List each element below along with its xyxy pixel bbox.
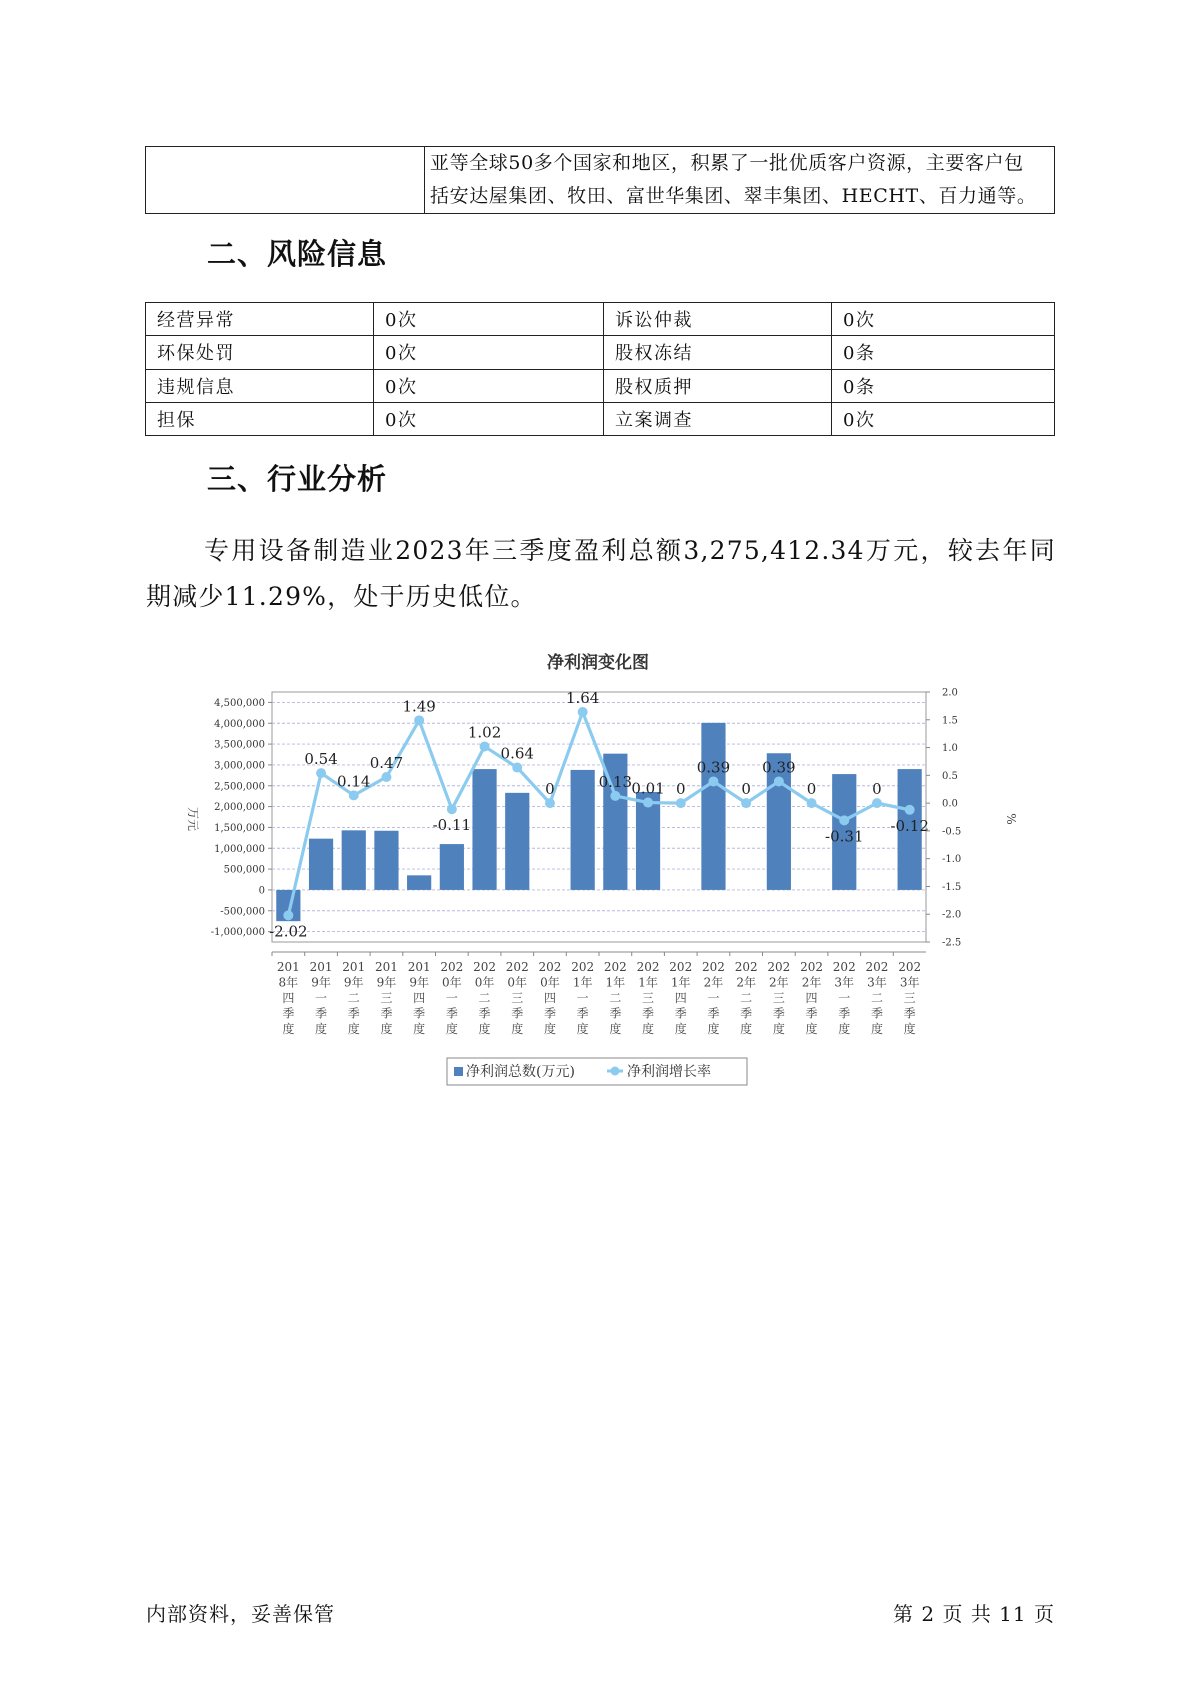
growth-rate-point bbox=[807, 798, 817, 808]
risk-value: 0次 bbox=[374, 303, 604, 336]
y-left-tick-label: 1,000,000 bbox=[214, 843, 265, 855]
y-right-tick-label: 2.0 bbox=[942, 687, 958, 699]
growth-rate-label: 0.13 bbox=[598, 772, 633, 791]
x-tick-label: 202 3年二季度 bbox=[865, 960, 889, 1036]
bar bbox=[440, 844, 464, 890]
risk-value: 0次 bbox=[374, 369, 604, 402]
growth-rate-point bbox=[349, 790, 359, 800]
bar bbox=[342, 830, 366, 890]
y-left-tick-label: 4,500,000 bbox=[214, 697, 265, 709]
chart-title: 净利润变化图 bbox=[547, 653, 649, 673]
table-row bbox=[146, 303, 1055, 336]
bar bbox=[571, 770, 595, 890]
risk-label: 担保 bbox=[146, 402, 374, 435]
growth-rate-label: 0 bbox=[675, 780, 686, 799]
continuation-text-cell bbox=[425, 147, 1055, 214]
risk-value: 0次 bbox=[374, 402, 604, 435]
risk-label: 诉讼仲裁 bbox=[604, 303, 832, 336]
growth-rate-point bbox=[872, 798, 882, 808]
risk-section-heading: 二、风险信息 bbox=[207, 237, 388, 271]
empty-label-cell bbox=[146, 147, 425, 214]
growth-rate-label: 0.14 bbox=[337, 772, 371, 791]
x-tick-label: 202 1年二季度 bbox=[603, 960, 627, 1036]
continuation-line-2: 括安达屋集团、牧田、富世华集团、翠丰集团、HECHT、百力通等。 bbox=[430, 185, 1037, 207]
x-tick-label: 202 2年四季度 bbox=[800, 960, 824, 1036]
legend-line-marker bbox=[611, 1067, 620, 1076]
y-right-tick-label: 0.5 bbox=[942, 770, 958, 782]
x-tick-label: 202 0年一季度 bbox=[440, 960, 464, 1036]
growth-rate-label: -0.12 bbox=[890, 816, 929, 835]
growth-rate-label: 0 bbox=[872, 780, 882, 799]
growth-rate-label: 1.64 bbox=[565, 689, 600, 707]
legend-bar-label: 净利润总数(万元) bbox=[466, 1064, 575, 1080]
growth-rate-point bbox=[578, 707, 588, 717]
x-tick-label: 202 3年一季度 bbox=[832, 960, 856, 1036]
growth-rate-label: 0.47 bbox=[369, 754, 404, 772]
y-right-tick-label: -1.5 bbox=[942, 881, 962, 893]
y-left-axis-title: 万元 bbox=[186, 806, 200, 832]
risk-value: 0条 bbox=[832, 369, 1055, 402]
industry-section-heading: 三、行业分析 bbox=[207, 462, 388, 496]
y-left-tick-label: 2,000,000 bbox=[214, 802, 265, 814]
y-right-tick-label: -1.0 bbox=[942, 854, 962, 866]
growth-rate-point bbox=[414, 715, 424, 725]
risk-info-table bbox=[145, 302, 1055, 436]
x-tick-label: 201 9年二季度 bbox=[342, 960, 366, 1036]
y-right-tick-label: 1.5 bbox=[942, 715, 958, 727]
growth-rate-point bbox=[774, 776, 784, 786]
risk-label: 经营异常 bbox=[146, 303, 374, 336]
y-right-tick-label: -2.0 bbox=[942, 909, 962, 921]
x-tick-label: 201 9年一季度 bbox=[309, 960, 333, 1036]
x-tick-label: 202 2年一季度 bbox=[701, 960, 725, 1036]
y-right-tick-label: 0.0 bbox=[942, 798, 958, 810]
y-left-tick-label: 3,500,000 bbox=[214, 739, 265, 751]
y-right-tick-label: -0.5 bbox=[942, 826, 962, 838]
legend-line-label: 净利润增长率 bbox=[627, 1064, 711, 1080]
risk-label: 环保处罚 bbox=[146, 336, 374, 369]
growth-rate-label: 0.39 bbox=[696, 758, 731, 777]
y-left-tick-label: 2,500,000 bbox=[214, 781, 265, 793]
x-tick-label: 201 8年四季度 bbox=[276, 960, 300, 1036]
growth-rate-label: -0.11 bbox=[432, 816, 472, 835]
risk-value: 0次 bbox=[832, 402, 1055, 435]
growth-rate-point bbox=[381, 772, 391, 782]
footer-confidential-note: 内部资料，妥善保管 bbox=[146, 1602, 335, 1626]
y-right-tick-label: 1.0 bbox=[942, 743, 958, 755]
x-tick-label: 201 9年三季度 bbox=[374, 960, 398, 1036]
risk-value: 0次 bbox=[374, 336, 604, 369]
growth-rate-point bbox=[283, 910, 293, 920]
growth-rate-point bbox=[545, 798, 555, 808]
x-tick-label: 202 3年三季度 bbox=[898, 960, 922, 1036]
y-left-tick-label: 0 bbox=[258, 885, 265, 897]
growth-rate-label: 0.54 bbox=[304, 750, 338, 769]
bar bbox=[701, 723, 725, 890]
x-tick-label: 202 0年二季度 bbox=[473, 960, 497, 1036]
growth-rate-point bbox=[512, 763, 522, 773]
chart-legend bbox=[447, 1058, 747, 1085]
risk-label: 违规信息 bbox=[146, 369, 374, 402]
growth-rate-point bbox=[839, 815, 849, 825]
growth-rate-label: 1.49 bbox=[402, 697, 436, 716]
growth-rate-point bbox=[708, 776, 718, 786]
growth-rate-label: 0.01 bbox=[631, 779, 665, 798]
legend-bar-swatch bbox=[454, 1067, 463, 1076]
risk-value: 0次 bbox=[832, 303, 1055, 336]
bar bbox=[374, 831, 398, 890]
y-left-tick-label: 4,000,000 bbox=[214, 718, 265, 730]
growth-rate-point bbox=[741, 798, 751, 808]
y-left-tick-label: 500,000 bbox=[223, 864, 265, 876]
bar bbox=[309, 839, 333, 890]
bar bbox=[472, 769, 496, 890]
y-left-tick-label: -1,000,000 bbox=[210, 927, 265, 939]
bar bbox=[505, 793, 529, 890]
growth-rate-label: -2.02 bbox=[269, 922, 308, 941]
bar bbox=[407, 875, 431, 890]
table-row bbox=[146, 402, 1055, 435]
x-tick-label: 202 1年四季度 bbox=[669, 960, 693, 1036]
industry-analysis-paragraph: 专用设备制造业2023年三季度盈利总额3,275,412.34万元，较去年同期减少11.29%，处于历史低位。 bbox=[146, 536, 1056, 611]
x-tick-label: 202 1年三季度 bbox=[636, 960, 660, 1036]
x-tick-label: 202 2年三季度 bbox=[767, 960, 791, 1036]
x-tick-label: 202 2年二季度 bbox=[734, 960, 758, 1036]
plot-area bbox=[272, 692, 929, 942]
growth-rate-label: 0 bbox=[741, 780, 751, 799]
continuation-line-1: 亚等全球50多个国家和地区，积累了一批优质客户资源，主要客户包 bbox=[430, 152, 1024, 174]
y-right-tick-label: -2.5 bbox=[942, 937, 962, 949]
risk-label: 股权冻结 bbox=[604, 336, 832, 369]
growth-rate-label: 1.02 bbox=[467, 723, 502, 742]
x-tick-label: 202 0年三季度 bbox=[505, 960, 529, 1036]
x-tick-label: 202 1年一季度 bbox=[571, 960, 595, 1036]
growth-rate-point bbox=[676, 798, 686, 808]
y-right-axis-title: % bbox=[1004, 813, 1018, 825]
x-tick-label: 201 9年四季度 bbox=[407, 960, 431, 1036]
footer-page-number: 第 2 页 共 11 页 bbox=[893, 1602, 1055, 1626]
growth-rate-point bbox=[316, 768, 326, 778]
growth-rate-point bbox=[447, 804, 457, 814]
growth-rate-label: -0.31 bbox=[825, 827, 864, 846]
table-row bbox=[146, 369, 1055, 402]
growth-rate-label: 0.39 bbox=[762, 758, 796, 777]
risk-value: 0条 bbox=[832, 336, 1055, 369]
y-left-tick-label: 1,500,000 bbox=[214, 822, 265, 834]
growth-rate-label: 0 bbox=[545, 780, 555, 799]
risk-label: 立案调查 bbox=[604, 402, 832, 435]
risk-label: 股权质押 bbox=[604, 369, 832, 402]
growth-rate-point bbox=[643, 798, 653, 808]
growth-rate-point bbox=[480, 741, 490, 751]
growth-rate-label: 0.64 bbox=[500, 744, 534, 763]
y-left-tick-label: -500,000 bbox=[220, 906, 265, 918]
growth-rate-point bbox=[610, 791, 620, 801]
net-profit-chart bbox=[175, 646, 1018, 1106]
growth-rate-label: 0 bbox=[806, 780, 817, 799]
growth-rate-point bbox=[905, 805, 915, 815]
business-continuation-table bbox=[145, 146, 1055, 214]
table-row bbox=[146, 336, 1055, 369]
y-left-tick-label: 3,000,000 bbox=[214, 760, 265, 772]
x-tick-label: 202 0年四季度 bbox=[538, 960, 562, 1036]
